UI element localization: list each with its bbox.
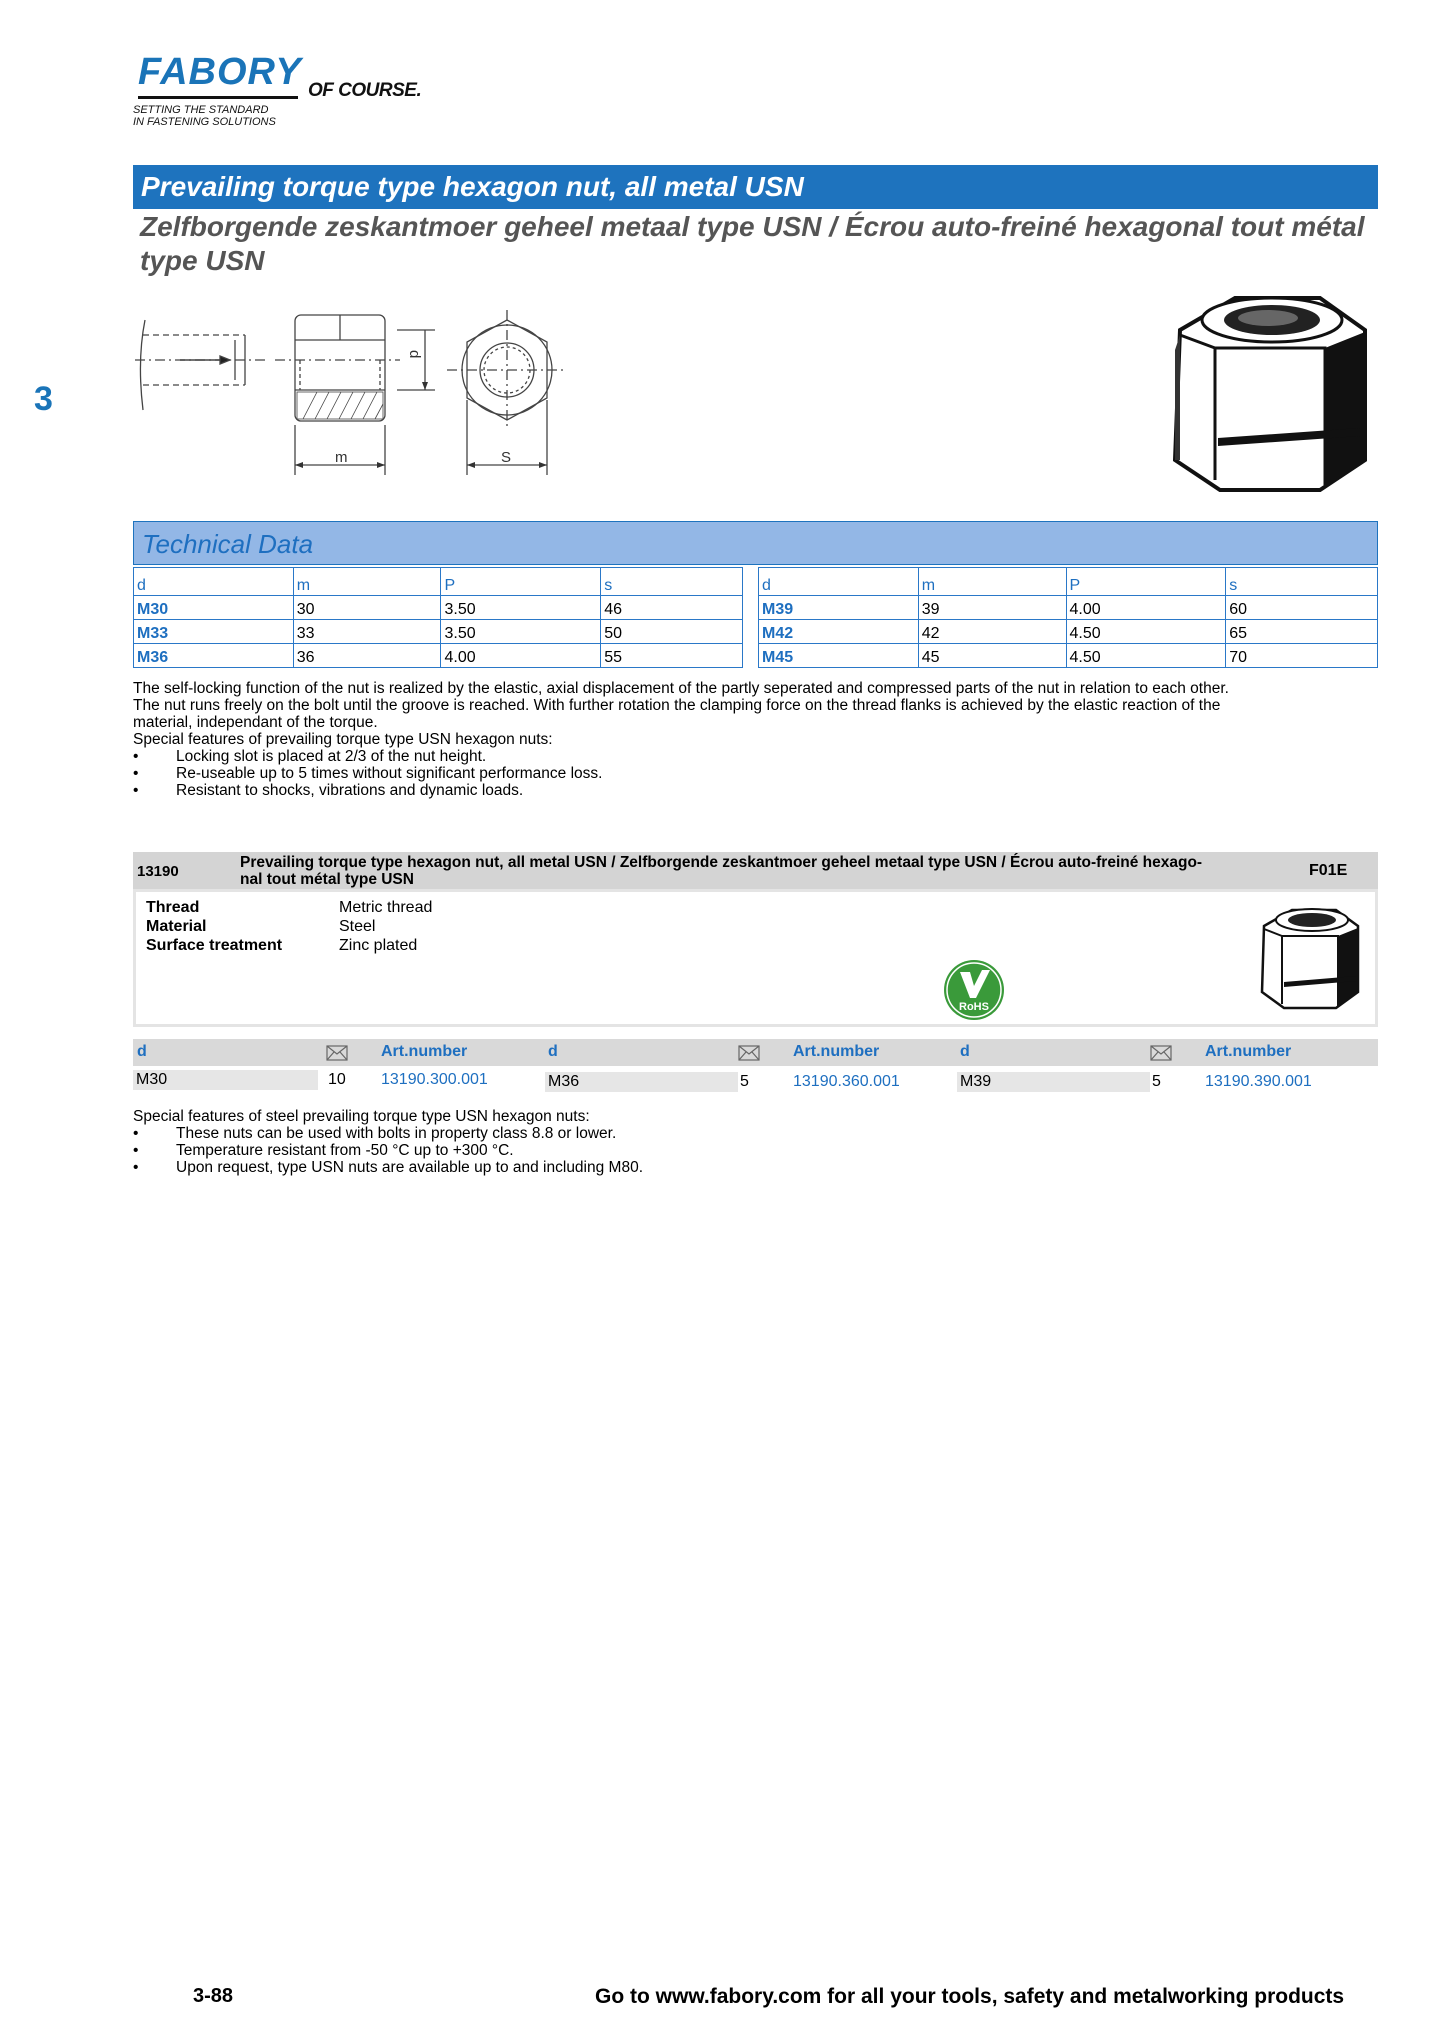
- description-line: Special features of prevailing torque type USN hexagon nuts:: [133, 731, 553, 748]
- property-key: Thread: [146, 899, 200, 916]
- dim-label-s: S: [501, 449, 512, 466]
- table-cell: 33: [293, 620, 441, 644]
- table-cell: 55: [601, 644, 743, 668]
- article-number-link[interactable]: 13190.300.001: [381, 1071, 488, 1088]
- table-cell: 39: [918, 596, 1066, 620]
- bullet-item: [133, 1159, 1378, 1176]
- table-cell: M30: [134, 596, 294, 620]
- column-header-d: d: [137, 1043, 147, 1060]
- table-row: [134, 620, 743, 644]
- description-line: The self-locking function of the nut is realized by the elastic, axial displacement of the partly seperated and compressed parts of the nut in relation to each other.: [133, 680, 1229, 697]
- product-reference: F01E: [1309, 862, 1348, 879]
- envelope-icon: [738, 1045, 760, 1061]
- rohs-label: RoHS: [959, 1001, 989, 1013]
- table-row: [134, 644, 743, 668]
- property-key: Material: [146, 918, 207, 935]
- column-header-d: d: [548, 1043, 558, 1060]
- product-title-line: Prevailing torque type hexagon nut, all metal USN / Zelfborgende zeskantmoer geheel metaal type USN / Écrou auto-freiné hexago-: [240, 854, 1203, 871]
- chapter-number: 3: [34, 380, 53, 418]
- table-cell: 36: [293, 644, 441, 668]
- technical-data-header: [133, 521, 1378, 565]
- footer-text: Go to www.fabory.com for all your tools, safety and metalworking products: [595, 1985, 1345, 2008]
- envelope-icon: [1150, 1045, 1172, 1061]
- steel-features: [133, 1108, 1378, 1176]
- table-cell: M39: [759, 596, 919, 620]
- column-header-art: Art.number: [793, 1043, 880, 1060]
- logo-slogan: [133, 104, 276, 128]
- article-quantity: 5: [1152, 1073, 1161, 1090]
- dim-label-m: m: [335, 449, 348, 466]
- technical-drawing: [135, 300, 590, 500]
- column-header: s: [1226, 568, 1378, 596]
- property-row: [146, 917, 432, 936]
- bullet-mark: •: [133, 1125, 139, 1142]
- description-line: The nut runs freely on the bolt until the groove is reached. With further rotation the clamping force on the thread flanks is achieved by the elastic reaction of the: [133, 697, 1221, 714]
- table-cell: 4.00: [441, 644, 601, 668]
- page-subtitle: Zelfborgende zeskantmoer geheel metaal type USN / Écrou auto-freiné hexagonal tout métal type USN: [140, 211, 1365, 276]
- table-row: [759, 620, 1378, 644]
- envelope-icon: [326, 1045, 348, 1061]
- technical-data-title: Technical Data: [142, 529, 314, 559]
- table-cell: M36: [134, 644, 294, 668]
- logo-brand: FABORY: [138, 51, 302, 93]
- table-cell: M42: [759, 620, 919, 644]
- bullet-item: [133, 765, 1378, 782]
- column-header-d: d: [960, 1043, 970, 1060]
- bullet-mark: •: [133, 1142, 139, 1159]
- article-size: M30: [133, 1070, 318, 1090]
- product-properties: [146, 898, 432, 955]
- nut-image: [1160, 290, 1380, 505]
- column-header: P: [441, 568, 601, 596]
- bullet-text: Temperature resistant from -50 °C up to +300 °C.: [176, 1142, 514, 1159]
- product-code: 13190: [137, 863, 179, 880]
- table-cell: 3.50: [441, 596, 601, 620]
- column-header-art: Art.number: [381, 1043, 468, 1060]
- table-row: [759, 596, 1378, 620]
- page-number: 3-88: [193, 1985, 234, 2007]
- bullet-text: Upon request, type USN nuts are available up to and including M80.: [176, 1159, 644, 1176]
- property-value: Zinc plated: [339, 937, 418, 954]
- bullet-item: [133, 1142, 1378, 1159]
- table-cell: 46: [601, 596, 743, 620]
- description: [133, 680, 1378, 799]
- table-cell: 65: [1226, 620, 1378, 644]
- product-thumbnail: [1254, 904, 1364, 1014]
- property-key: Surface treatment: [146, 937, 283, 954]
- page-title: Prevailing torque type hexagon nut, all metal USN: [141, 171, 804, 202]
- table-row: [134, 596, 743, 620]
- property-value: Metric thread: [339, 899, 433, 916]
- fabory-logo: [133, 52, 433, 132]
- column-header: d: [134, 568, 294, 596]
- article-quantity: 5: [740, 1073, 749, 1090]
- column-header-art: Art.number: [1205, 1043, 1292, 1060]
- column-header: P: [1066, 568, 1226, 596]
- table-cell: M33: [134, 620, 294, 644]
- table-cell: 60: [1226, 596, 1378, 620]
- logo-slogan-line: IN FASTENING SOLUTIONS: [133, 116, 276, 128]
- article-row: [133, 1070, 1378, 1094]
- column-header: m: [293, 568, 441, 596]
- bullet-text: These nuts can be used with bolts in property class 8.8 or lower.: [176, 1125, 617, 1142]
- article-table-header: [133, 1039, 1378, 1066]
- bullet-text: Resistant to shocks, vibrations and dynamic loads.: [176, 782, 524, 799]
- bullet-text: Locking slot is placed at 2/3 of the nut height.: [176, 748, 487, 765]
- product-body: [133, 889, 1378, 1027]
- product-title: [240, 854, 1300, 888]
- table-cell: 45: [918, 644, 1066, 668]
- table-cell: 70: [1226, 644, 1378, 668]
- table-cell: M45: [759, 644, 919, 668]
- article-quantity: 10: [328, 1071, 346, 1088]
- bullet-mark: •: [133, 1159, 139, 1176]
- article-number-link[interactable]: 13190.390.001: [1205, 1073, 1312, 1090]
- article-size: M36: [545, 1072, 738, 1092]
- bullet-item: [133, 782, 1378, 799]
- technical-table-right: [758, 567, 1378, 668]
- logo-tagline: OF COURSE.: [308, 80, 422, 101]
- product-header: [133, 852, 1378, 889]
- article-size: M39: [957, 1072, 1150, 1092]
- column-header: s: [601, 568, 743, 596]
- table-cell: 4.00: [1066, 596, 1226, 620]
- rohs-badge-icon: [942, 958, 1006, 1022]
- title-bar: [133, 165, 1378, 209]
- bullet-mark: •: [133, 765, 139, 782]
- bullet-item: [133, 1125, 1378, 1142]
- dim-label-d: d: [406, 350, 423, 359]
- column-header: d: [759, 568, 919, 596]
- column-header: m: [918, 568, 1066, 596]
- table-cell: 42: [918, 620, 1066, 644]
- property-row: [146, 936, 432, 955]
- article-number-link[interactable]: 13190.360.001: [793, 1073, 900, 1090]
- bullet-mark: •: [133, 782, 139, 799]
- table-cell: 50: [601, 620, 743, 644]
- property-value: Steel: [339, 918, 376, 935]
- description-line: material, independant of the torque.: [133, 714, 378, 731]
- table-cell: 30: [293, 596, 441, 620]
- table-cell: 3.50: [441, 620, 601, 644]
- logo-slogan-line: SETTING THE STANDARD: [133, 104, 269, 116]
- bullet-mark: •: [133, 748, 139, 765]
- table-cell: 4.50: [1066, 620, 1226, 644]
- logo-underline: [138, 96, 298, 99]
- steel-features-intro: Special features of steel prevailing torque type USN hexagon nuts:: [133, 1108, 590, 1125]
- table-row: [759, 644, 1378, 668]
- product-title-line: nal tout métal type USN: [240, 871, 414, 888]
- bullet-item: [133, 748, 1378, 765]
- bullet-text: Re-useable up to 5 times without significant performance loss.: [176, 765, 603, 782]
- property-row: [146, 898, 432, 917]
- table-cell: 4.50: [1066, 644, 1226, 668]
- technical-table-left: [133, 567, 743, 668]
